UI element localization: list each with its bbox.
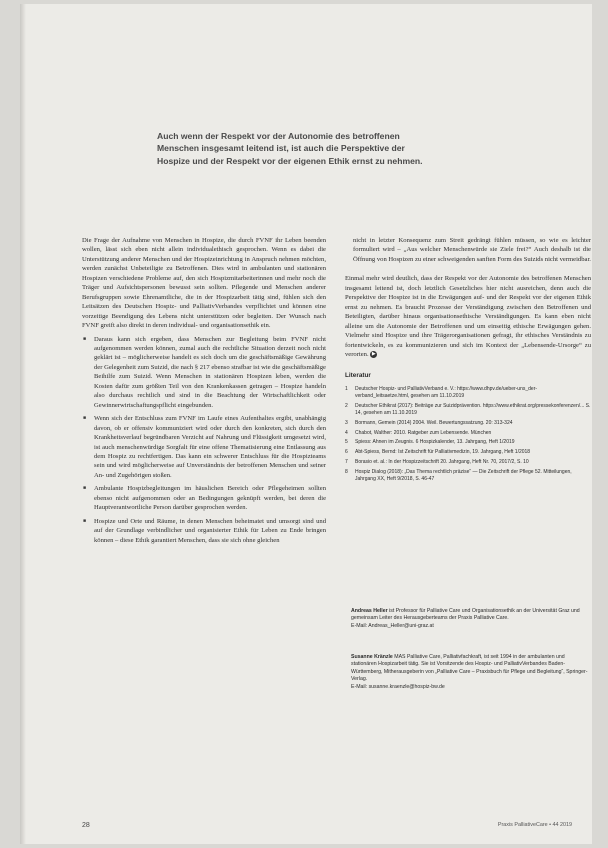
pull-quote bbox=[157, 130, 427, 167]
reference-item: 3 Bormann, Gemein (2014) 2004. Weil. Bewertungssatzung. 20: 313-324 bbox=[345, 419, 513, 426]
reference-item: 8 Hospiz Dialog (2018): „Das Thema rechtlich präzise“ — Die Zeitschrift der Pflege 52. Mitteilungen, Jahrgang XX, Heft 9/2018, S. 46-47 bbox=[345, 468, 572, 483]
right-column bbox=[345, 236, 591, 486]
bullet-item: ■ Ambulante Hospizbegleitungen im häuslichen Bereich oder Pflegeheimen sollten ebenso nicht aufgenommen oder an Bedingungen geknüpft werden, bei deren die Hauptverantwortliche Person darüber gesprochen werden. bbox=[82, 484, 326, 512]
reference-item: 1 Deutscher Hospiz- und PalliativVerband e. V.: https://www.dhpv.de/ueber-uns_der-verband_leitsaetze.html, gesehen am 11.10.2019 bbox=[345, 385, 538, 400]
reference-item: 6 Abt-Spiess, Bernd: Ist Zeitschrift für Palliativmedizin, 19. Jahrgang, Heft 1/2018 bbox=[345, 449, 531, 456]
journal-footer: Praxis PalliativeCare • 44 2019 bbox=[497, 822, 572, 828]
author-bio-text: ist Professor für Palliative Care und Organisationsethik an der Universität Graz und gemeinsam Leiter des Herausgeberteams der Praxis Palliative Care. bbox=[351, 608, 580, 622]
bullet-item: ■ Hospize und Orte und Räume, in denen Menschen beheimatet und umsorgt sind und auf der Grundlage verbindlicher und organisierter Ethik für Leben zu Ende bringen können – diese Ethik garantiert Menschen, dass sie sich ohne gleichen bbox=[82, 517, 326, 545]
right-body-paragraph bbox=[345, 274, 591, 359]
author-bio-kraenzle bbox=[351, 654, 589, 691]
page-fold-shadow bbox=[20, 4, 26, 844]
literature-heading: Literatur bbox=[345, 372, 371, 380]
bullet-item: ■ Wenn sich der Entschluss zum FVNF im Laufe eines Aufenthaltes ergibt, unabhängig davon, ob er offensiv kommuniziert wird oder durch den konkreten, sich durch den Krankheitsverlauf begründbaren Verzicht auf Nahrung und Flüssigkeit umgesetzt wird, ist auch menschenwürdige Sorgfalt für eine offene Thematisierung eine Entlassung aus dem Hospiz zu rechtfertigen. Das kann ein schwerer Entschluss für die Hospizteams sein und wird möglicherweise auf Unverständnis der betroffenen Menschen und seiner An- und Zugehörigen stoßen. bbox=[82, 414, 326, 480]
bullet-item: ■ Daraus kann sich ergeben, dass Menschen zur Begleitung beim FVNF nicht aufgenommen werden können, zumal auch die rechtliche Situation derzeit noch nicht geklärt ist – möglicherweise handelt es sich doch um die geschäftsmäßige Gewährung der Gelegenheit zum Suizid, die nach § 217 ebenso strafbar ist wie die geschäftsmäßige Beihilfe zum Suizid. Wenn Menschen in stationären Hospizen leben, werden die Kosten dafür zum größten Teil von den Krankenkassen getragen – Hospize handeln also durchaus rechtlich und sind in die Beachtung der Wirtschaftlichkeit oder Gewinnerwirtschaftungspflicht eingebunden. bbox=[82, 335, 326, 411]
author-email: E-Mail: Andreas_Heller@uni-graz.at bbox=[351, 622, 434, 629]
author-name: Andreas Heller bbox=[351, 608, 388, 614]
left-intro-paragraph: Die Frage der Aufnahme von Menschen in Hospize, die durch FVNF ihr Leben beenden wollen, lässt sich eben nicht allein individualethisch gesprochen. Wenn es dabei die Unterstützung anderer Menschen und der Hospizeinrichtung in Anspruch nehmen möchten, werden zunächst Unbeteiligte zu Betroffenen. Dies wird in ambulanten und stationären Hospizen verschiedene Probleme auf, den sich Hospizmitarbeiterinnen und mehr noch die Träger und Aufsichtspersonen bewusst sein sollten. Pflegende und Menschen anderer Berufsgruppen sowie Ehrenamtliche, die in der Hospizarbeit tätig sind, fühlen sich den Leitsätzen des Deutschen Hospiz- und PalliativVerbandes verpflichtet und können eine vorzeitige Beendigung des Lebens nicht unterstützen oder begleiten. Der Wunsch nach FVNF greift also direkt in deren individual- und organisationsethik ein. bbox=[82, 237, 326, 330]
pull-quote-text: Auch wenn der Respekt vor der Autonomie des betroffenen Menschen insgesamt leitend ist, ist auch die Perspektive der Hospize und der Respekt vor der eigenen Ethik ernst zu nehmen. bbox=[157, 131, 423, 166]
left-column bbox=[82, 236, 326, 549]
page-number: 28 bbox=[82, 822, 90, 829]
reference-item: 5 Spiess: Ahnen im Zeugnis. 6 Hospizkalender, 13. Jahrgang, Heft 1/2019 bbox=[345, 439, 515, 446]
reference-item: 2 Deutscher Ethikrat (2017): Beiträge zur Suizidprävention. https://www.ethikrat.org/pressekonferenzen/... S. 14, gesehen am 11.10.2019 bbox=[345, 402, 591, 417]
magazine-page bbox=[20, 4, 592, 844]
bullet-list bbox=[82, 335, 326, 546]
arrow-circle-icon: ▶ bbox=[371, 351, 376, 357]
reference-item: 7 Borasio et. al.: In der Hospizzeitschrift 20. Jahrgang, Heft Nr. 70, 2017/2, S. 10 bbox=[345, 459, 529, 466]
author-bio-heller bbox=[351, 608, 589, 630]
right-body-text: Einmal mehr wird deutlich, dass der Respekt vor der Autonomie des betroffenen Menschen insgesamt leitend ist, doch letztlich Gesetzliches hier nicht ausreichen, denn auch die Perspektive der Hospize ist in die Erwägungen auf- und der Respekt vor der eigenen Ethik ernst zu nehmen. Es braucht Prozesse der Verständigung zwischen den Betroffenen und Beteiligten, darüber hinaus organisationsethische Verständigungen. Es kann eben nicht alleine um die Autonomie der Betroffenen und um einseitig ethische Erwägungen gehen. Vielmehr sind Hospize und ihre Trägerorganisationen gefragt, ihr ethisches Verständnis zu fortentwickeln, es zu kommunizieren und sich im Kontext der „Lebensende-Ursorge“ zu verorten. bbox=[345, 275, 591, 358]
reference-item: 4 Chabot, Walther: 2010. Ratgeber zum Lebensende. München bbox=[345, 429, 492, 436]
reference-list bbox=[345, 386, 591, 483]
author-name: Susanne Kränzle bbox=[351, 654, 393, 660]
author-bio-text: MAS Palliative Care, Palliativfachkraft, ist seit 1994 in der ambulanten und stationären Hospizarbeit tätig. Sie ist Vorsitzende des Hospiz- und PalliativVerbandes Baden-Württemberg, Mitherausgeberin von „Palliative Care – Praxisbuch für Pflege und Begleitung“, Springer-Verlag. bbox=[351, 654, 588, 683]
author-email: E-Mail: susanne.kraenzle@hospiz-bw.de bbox=[351, 683, 445, 690]
right-quote-paragraph: nicht in letzter Konsequenz zum Streit gedrängt fühlen müssen, so wie es leichter formuliert wird – „Aus welcher Menschenwürde sie Ziele frei?“ Auch deshalb ist die Öffnung von Hospizen zu einer schweigenden sanften Form des Suizids nicht vermeidbar. bbox=[353, 237, 591, 263]
